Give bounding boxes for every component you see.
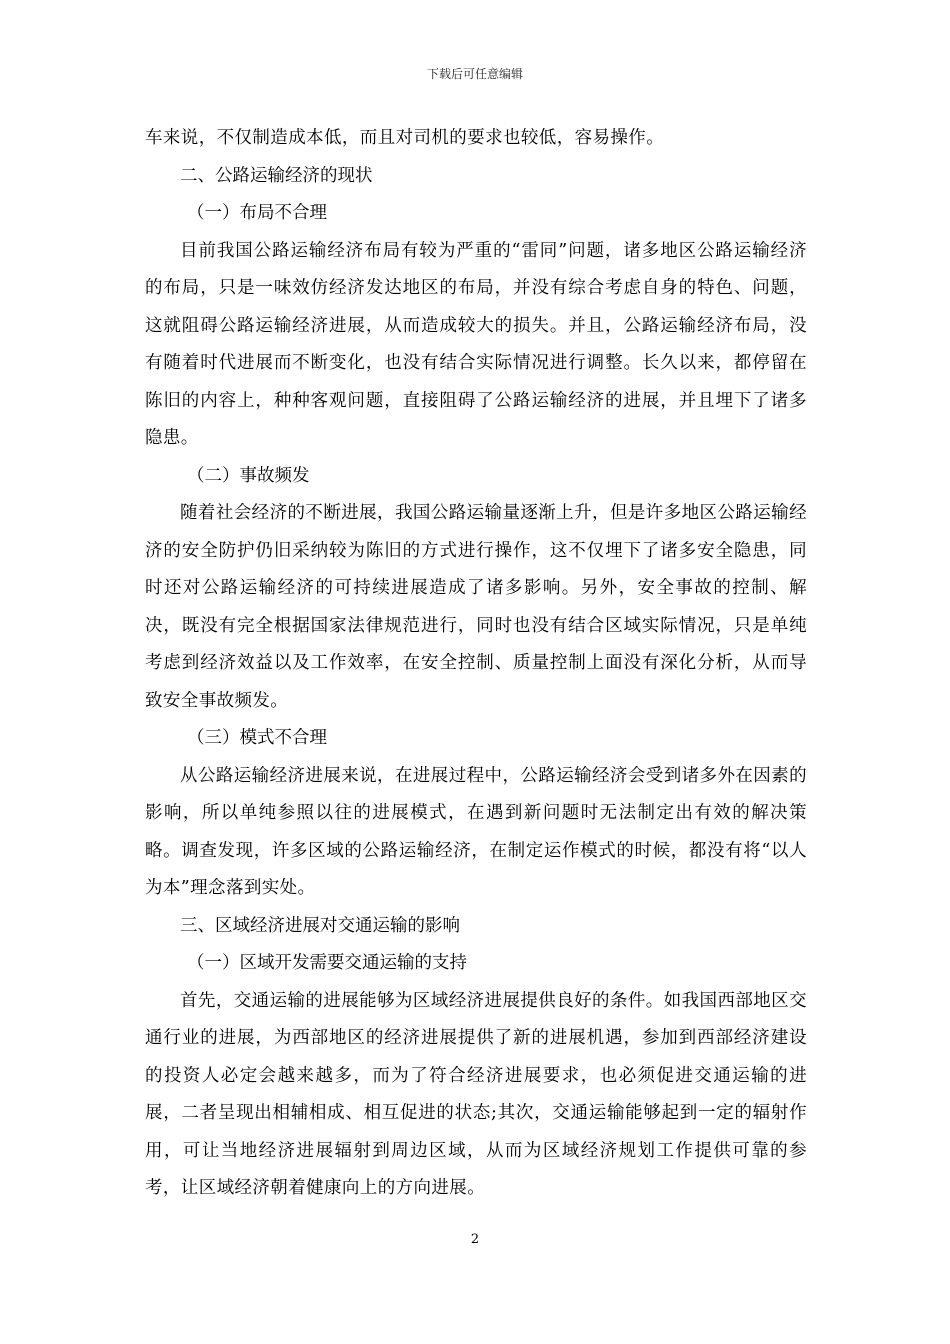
paragraph-layout: 目前我国公路运输经济布局有较为严重的“雷同”问题，诸多地区公路运输经济的布局，只是一味效仿经济发达地区的布局，并没有综合考虑自身的特色、问题，这就阻碍公路运输经济进展，从而造成较大的损失。并且，公路运输经济布局，没有随着时代进展而不断变化，也没有结合实际情况进行调整。长久以来，都停留在陈旧的内容上，种种客观问题，直接阻碍了公路运输经济的进展，并且埋下了诸多隐患。 xyxy=(145,240,807,448)
page-header: 下载后可任意编辑 xyxy=(426,67,523,81)
paragraph-regional-development: 首先，交通运输的进展能够为区域经济进展提供良好的条件。如我国西部地区交通行业的进展，为西部地区的经济进展提供了新的进展机遇，参加到西部经济建设的投资人必定会越来越多，而为了符合经济进展要求，也必须促进交通运输的进展，二者呈现出相辅相成、相互促进的状态;其次，交通运输能够起到一定的辐射作用，可让当地经济进展辐射到周边区域，从而为区域经济规划工作提供可靠的参考，让区域经济朝着健康向上的方向进展。 xyxy=(145,990,807,1198)
document-body xyxy=(145,120,807,1208)
paragraph-mode: 从公路运输经济进展来说，在进展过程中，公路运输经济会受到诸多外在因素的影响，所以单纯参照以往的进展模式，在遇到新问题时无法制定出有效的解决策略。调查发现，许多区域的公路运输经济，在制定运作模式的时候，都没有将“以人为本”理念落到实处。 xyxy=(145,765,807,898)
subheading-regional-development: （一）区域开发需要交通运输的支持 xyxy=(187,953,467,973)
section-heading-3: 三、区域经济进展对交通运输的影响 xyxy=(180,915,460,936)
paragraph-continuation: 车来说，不仅制造成本低，而且对司机的要求也较低，容易操作。 xyxy=(145,128,665,148)
section-heading-2: 二、公路运输经济的现状 xyxy=(180,165,373,186)
subheading-layout: （一）布局不合理 xyxy=(187,203,327,223)
page-number: 2 xyxy=(470,1232,480,1247)
subheading-accidents: （二）事故频发 xyxy=(187,465,310,486)
paragraph-accidents: 随着社会经济的不断进展，我国公路运输量逐渐上升，但是许多地区公路运输经济的安全防护仍旧采纳较为陈旧的方式进行操作，这不仅埋下了诸多安全隐患，同时还对公路运输经济的可持续进展造成了诸多影响。另外，安全事故的控制、解决，既没有完全根据国家法律规范进行，同时也没有结合区域实际情况，只是单纯考虑到经济效益以及工作效率，在安全控制、质量控制上面没有深化分析，从而导致安全事故频发。 xyxy=(145,503,807,711)
subheading-mode: （三）模式不合理 xyxy=(187,728,327,748)
